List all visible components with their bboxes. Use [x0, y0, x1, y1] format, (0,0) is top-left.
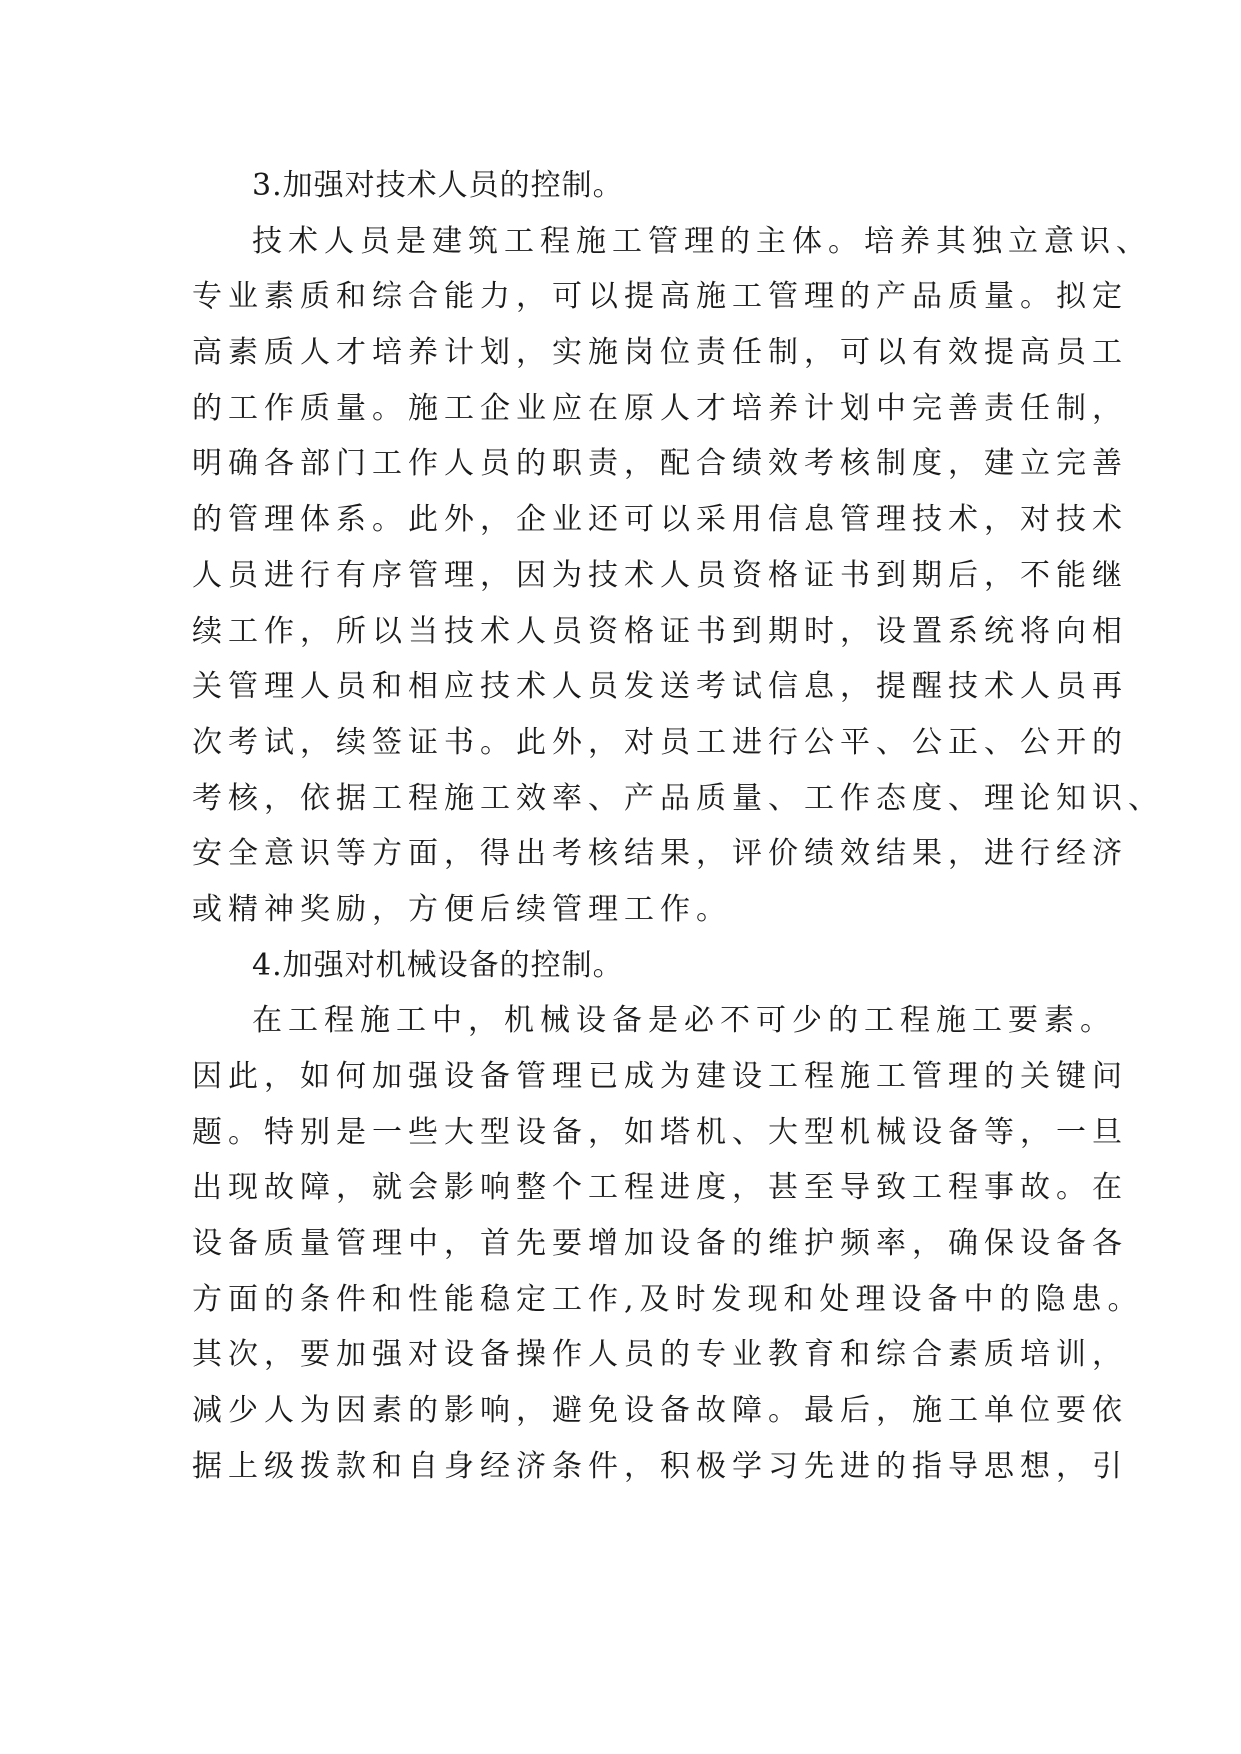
paragraph-line: 考核，依据工程施工效率、产品质量、工作态度、理论知识、 — [192, 780, 1164, 816]
paragraph-line: 减少人为因素的影响，避免设备故障。最后，施工单位要依 — [192, 1393, 1128, 1429]
paragraph-line: 题。特别是一些大型设备，如塔机、大型机械设备等，一旦 — [192, 1114, 1128, 1150]
paragraph-line: 设备质量管理中，首先要增加设备的维护频率，确保设备各 — [192, 1226, 1128, 1262]
paragraph-line: 的工作质量。施工企业应在原人才培养计划中完善责任制， — [192, 390, 1128, 426]
paragraph-line: 方面的条件和性能稳定工作,及时发现和处理设备中的隐患。 — [192, 1281, 1144, 1317]
paragraph-line: 技术人员是建筑工程施工管理的主体。培养其独立意识、 — [252, 223, 1152, 259]
section-heading-4: 4.加强对机械设备的控制。 — [252, 947, 624, 983]
paragraph-line: 次考试，续签证书。此外，对员工进行公平、公正、公开的 — [192, 724, 1128, 760]
paragraph-line: 续工作，所以当技术人员资格证书到期时，设置系统将向相 — [192, 613, 1128, 649]
paragraph-line: 在工程施工中，机械设备是必不可少的工程施工要素。 — [252, 1003, 1116, 1039]
paragraph-line: 人员进行有序管理，因为技术人员资格证书到期后，不能继 — [192, 557, 1128, 593]
paragraph-line: 安全意识等方面，得出考核结果，评价绩效结果，进行经济 — [192, 836, 1128, 872]
paragraph-line: 的管理体系。此外，企业还可以采用信息管理技术，对技术 — [192, 502, 1128, 538]
paragraph-line: 专业素质和综合能力，可以提高施工管理的产品质量。拟定 — [192, 279, 1128, 315]
paragraph-line: 高素质人才培养计划，实施岗位责任制，可以有效提高员工 — [192, 335, 1128, 371]
paragraph-line: 关管理人员和相应技术人员发送考试信息，提醒技术人员再 — [192, 669, 1128, 705]
paragraph-line: 据上级拨款和自身经济条件，积极学习先进的指导思想，引 — [192, 1448, 1128, 1484]
paragraph-line: 或精神奖励，方便后续管理工作。 — [192, 891, 732, 927]
paragraph-line: 其次，要加强对设备操作人员的专业教育和综合素质培训， — [192, 1337, 1128, 1373]
section-heading-3: 3.加强对技术人员的控制。 — [252, 168, 624, 203]
paragraph-line: 出现故障，就会影响整个工程进度，甚至导致工程事故。在 — [192, 1170, 1128, 1206]
paragraph-line: 因此，如何加强设备管理已成为建设工程施工管理的关键问 — [192, 1059, 1128, 1094]
document-body — [192, 158, 1164, 1495]
paragraph-line: 明确各部门工作人员的职责，配合绩效考核制度，建立完善 — [192, 446, 1128, 482]
